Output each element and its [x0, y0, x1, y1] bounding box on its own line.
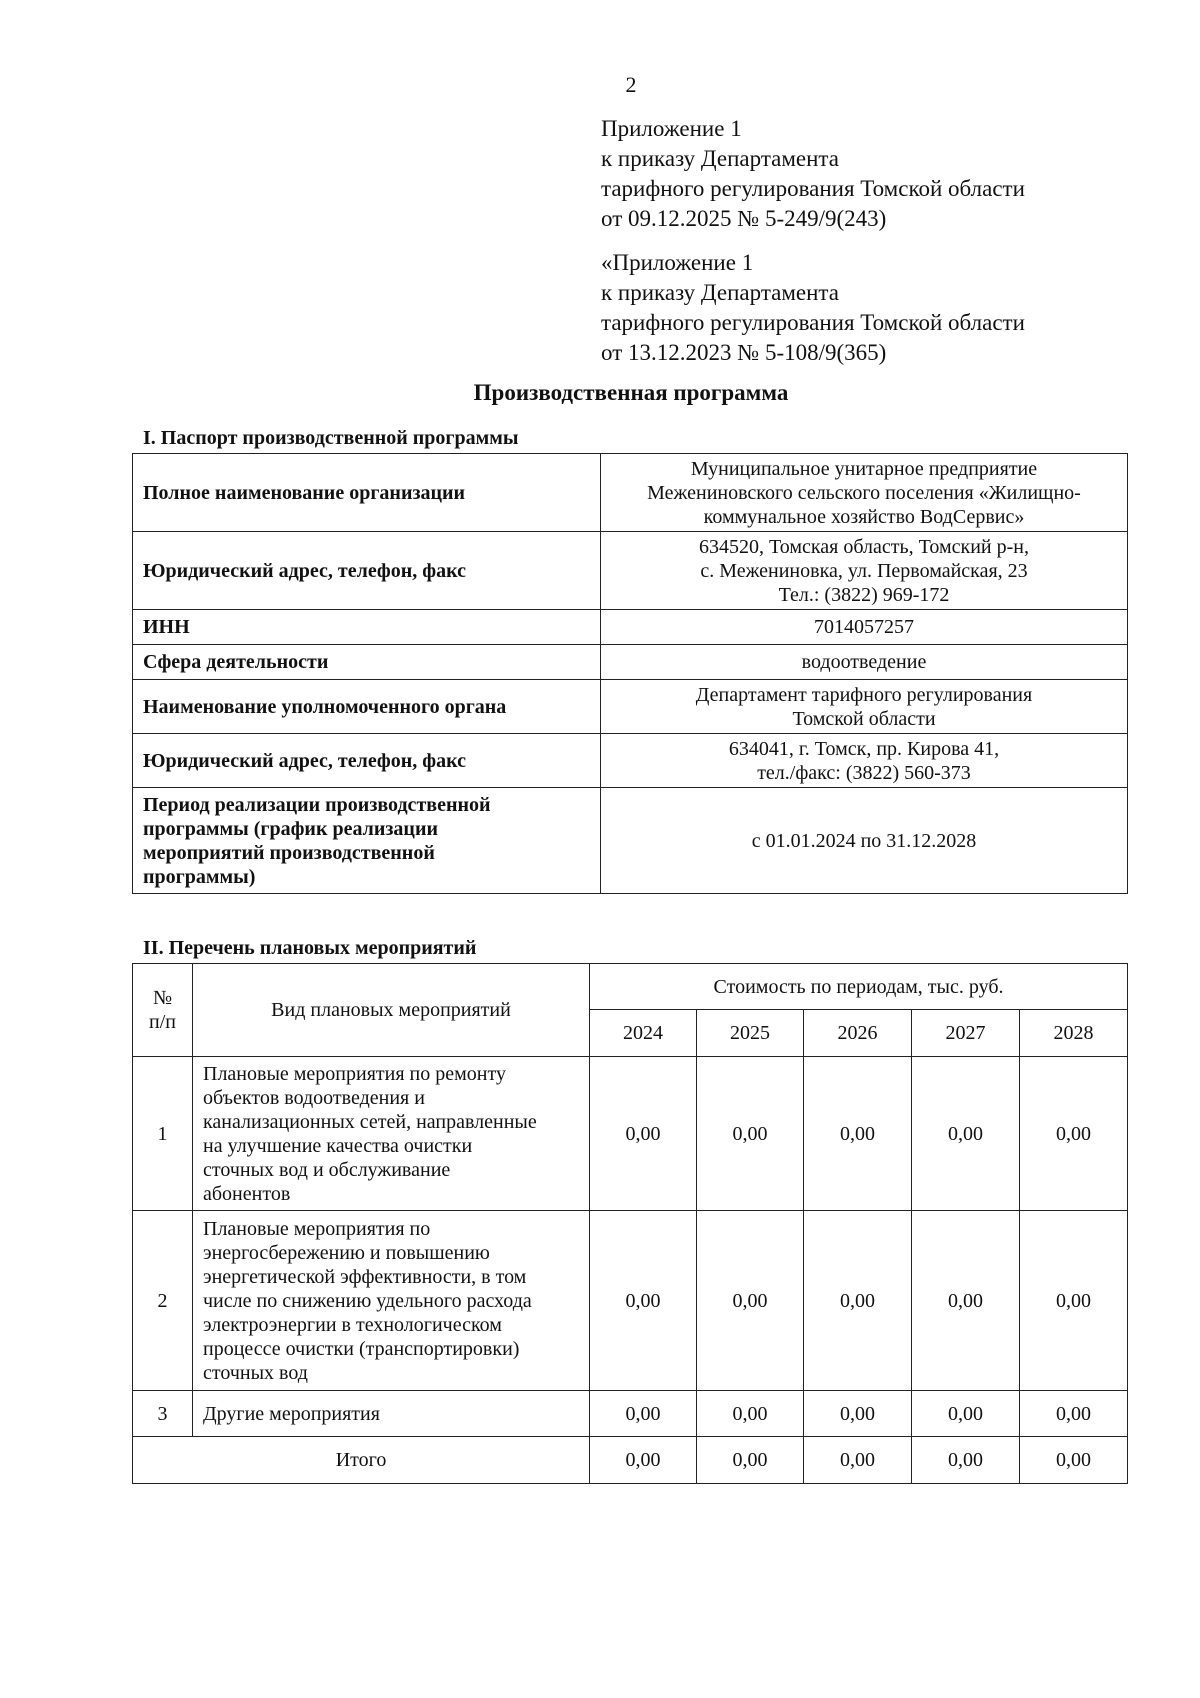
row-number: 1	[133, 1057, 193, 1211]
description-line: Плановые мероприятия по ремонту	[203, 1062, 506, 1085]
cost-cell: 0,00	[804, 1211, 912, 1391]
table-row	[133, 1391, 1128, 1437]
cost-cell: 0,00	[912, 1391, 1020, 1437]
passport-row-authority-address	[133, 734, 1128, 788]
cost-cell: 0,00	[804, 1391, 912, 1437]
description-line: энергетической эффективности, в том	[203, 1265, 527, 1288]
header-year: 2028	[1020, 1010, 1128, 1057]
cost-cell: 0,00	[590, 1057, 697, 1211]
passport-row-activity-sphere	[133, 645, 1128, 680]
row-label	[133, 788, 601, 894]
cost-cell: 0,00	[590, 1211, 697, 1391]
cost-cell: 0,00	[912, 1057, 1020, 1211]
header-year: 2025	[697, 1010, 804, 1057]
total-label: Итого	[133, 1437, 590, 1484]
description-line: Плановые мероприятия по	[203, 1217, 431, 1240]
row-label: Сфера деятельности	[133, 645, 601, 680]
value-line: 634041, г. Томск, пр. Кирова 41,	[728, 737, 1000, 760]
row-description	[193, 1211, 590, 1391]
passport-row-org-name	[133, 454, 1128, 532]
cost-cell: 0,00	[1020, 1211, 1128, 1391]
total-cell: 0,00	[1020, 1437, 1128, 1484]
appendix-current-line: тарифного регулирования Томской области	[601, 176, 1025, 201]
activities-section-title: II. Перечень плановых мероприятий	[143, 937, 477, 959]
label-line: программы (график реализации	[143, 817, 438, 840]
value-line: Муниципальное унитарное предприятие	[690, 457, 1038, 480]
description-line: канализационных сетей, направленные	[203, 1110, 537, 1133]
description-line: энергосбережению и повышению	[203, 1241, 490, 1264]
row-number: 3	[133, 1391, 193, 1437]
cost-cell: 0,00	[697, 1057, 804, 1211]
value-line: Межениновского сельского поселения «Жилищно-	[647, 481, 1081, 504]
appendix-current-line: Приложение 1	[601, 116, 742, 141]
total-cell: 0,00	[912, 1437, 1020, 1484]
row-value	[601, 788, 1128, 894]
label-line: мероприятий производственной	[143, 841, 435, 864]
row-value	[601, 454, 1128, 532]
value-line: Тел.: (3822) 969-172	[778, 583, 950, 606]
value-line: Департамент тарифного регулирования	[695, 683, 1033, 706]
table-total-row	[133, 1437, 1128, 1484]
value-line: тел./факс: (3822) 560-373	[757, 761, 971, 784]
appendix-current-block	[601, 114, 1025, 234]
appendix-previous-line: от 13.12.2023 № 5-108/9(365)	[601, 340, 887, 365]
planned-activities-table	[132, 963, 1128, 1484]
row-label: Юридический адрес, телефон, факс	[133, 532, 601, 610]
row-label: Юридический адрес, телефон, факс	[133, 734, 601, 788]
value-line: с 01.01.2024 по 31.12.2028	[751, 829, 977, 852]
cost-cell: 0,00	[912, 1211, 1020, 1391]
table-header-row	[133, 964, 1128, 1010]
table-row	[133, 1211, 1128, 1391]
header-number-line: №	[152, 987, 173, 1009]
passport-row-org-address	[133, 532, 1128, 610]
row-label: Наименование уполномоченного органа	[133, 680, 601, 734]
appendix-previous-line: к приказу Департамента	[601, 280, 839, 305]
description-line: процессе очистки (транспортировки)	[203, 1337, 520, 1360]
header-year: 2027	[912, 1010, 1020, 1057]
label-line: Период реализации производственной	[143, 793, 491, 816]
cost-cell: 0,00	[697, 1391, 804, 1437]
header-activity: Вид плановых мероприятий	[193, 964, 590, 1057]
row-label: Полное наименование организации	[133, 454, 601, 532]
appendix-previous-line: тарифного регулирования Томской области	[601, 310, 1025, 335]
row-value	[601, 734, 1128, 788]
header-number-line: п/п	[149, 1011, 176, 1033]
appendix-previous-line: «Приложение 1	[601, 250, 754, 275]
appendix-previous-block	[601, 248, 1025, 368]
header-cost: Стоимость по периодам, тыс. руб.	[590, 964, 1128, 1010]
appendix-current-line: к приказу Департамента	[601, 146, 839, 171]
description-line: электроэнергии в технологическом	[203, 1313, 502, 1336]
row-description	[193, 1057, 590, 1211]
row-value	[601, 610, 1128, 645]
value-line: 634520, Томская область, Томский р-н,	[699, 535, 1029, 558]
total-cell: 0,00	[590, 1437, 697, 1484]
row-value	[601, 680, 1128, 734]
passport-row-authority-name	[133, 680, 1128, 734]
value-line: с. Межениновка, ул. Первомайская, 23	[700, 559, 1028, 582]
description-line: числе по снижению удельного расхода	[203, 1289, 532, 1312]
description-line: Другие мероприятия	[203, 1402, 380, 1425]
value-line: Томской области	[792, 707, 936, 730]
row-description	[193, 1391, 590, 1437]
page-number: 2	[625, 72, 637, 97]
total-cell: 0,00	[804, 1437, 912, 1484]
total-cell: 0,00	[697, 1437, 804, 1484]
table-row	[133, 1057, 1128, 1211]
cost-cell: 0,00	[1020, 1057, 1128, 1211]
row-value	[601, 532, 1128, 610]
appendix-current-line: от 09.12.2025 № 5-249/9(243)	[601, 206, 887, 231]
row-value	[601, 645, 1128, 680]
cost-cell: 0,00	[697, 1211, 804, 1391]
header-year: 2026	[804, 1010, 912, 1057]
label-line: программы)	[143, 865, 256, 888]
row-number: 2	[133, 1211, 193, 1391]
cost-cell: 0,00	[804, 1057, 912, 1211]
value-line: коммунальное хозяйство ВодСервис»	[703, 505, 1025, 528]
header-number	[133, 964, 193, 1057]
description-line: на улучшение качества очистки	[203, 1134, 473, 1157]
description-line: сточных вод	[203, 1361, 308, 1384]
document-title: Производственная программа	[473, 380, 789, 405]
row-label: ИНН	[133, 610, 601, 645]
cost-cell: 0,00	[1020, 1391, 1128, 1437]
description-line: абонентов	[203, 1182, 291, 1205]
value-line: 7014057257	[814, 616, 914, 638]
description-line: объектов водоотведения и	[203, 1086, 425, 1109]
passport-section-title: I. Паспорт производственной программы	[143, 427, 519, 449]
passport-table	[132, 453, 1128, 894]
passport-row-period	[133, 788, 1128, 894]
header-year: 2024	[590, 1010, 697, 1057]
passport-row-inn	[133, 610, 1128, 645]
cost-cell: 0,00	[590, 1391, 697, 1437]
description-line: сточных вод и обслуживание	[203, 1158, 451, 1181]
value-line: водоотведение	[801, 651, 927, 673]
